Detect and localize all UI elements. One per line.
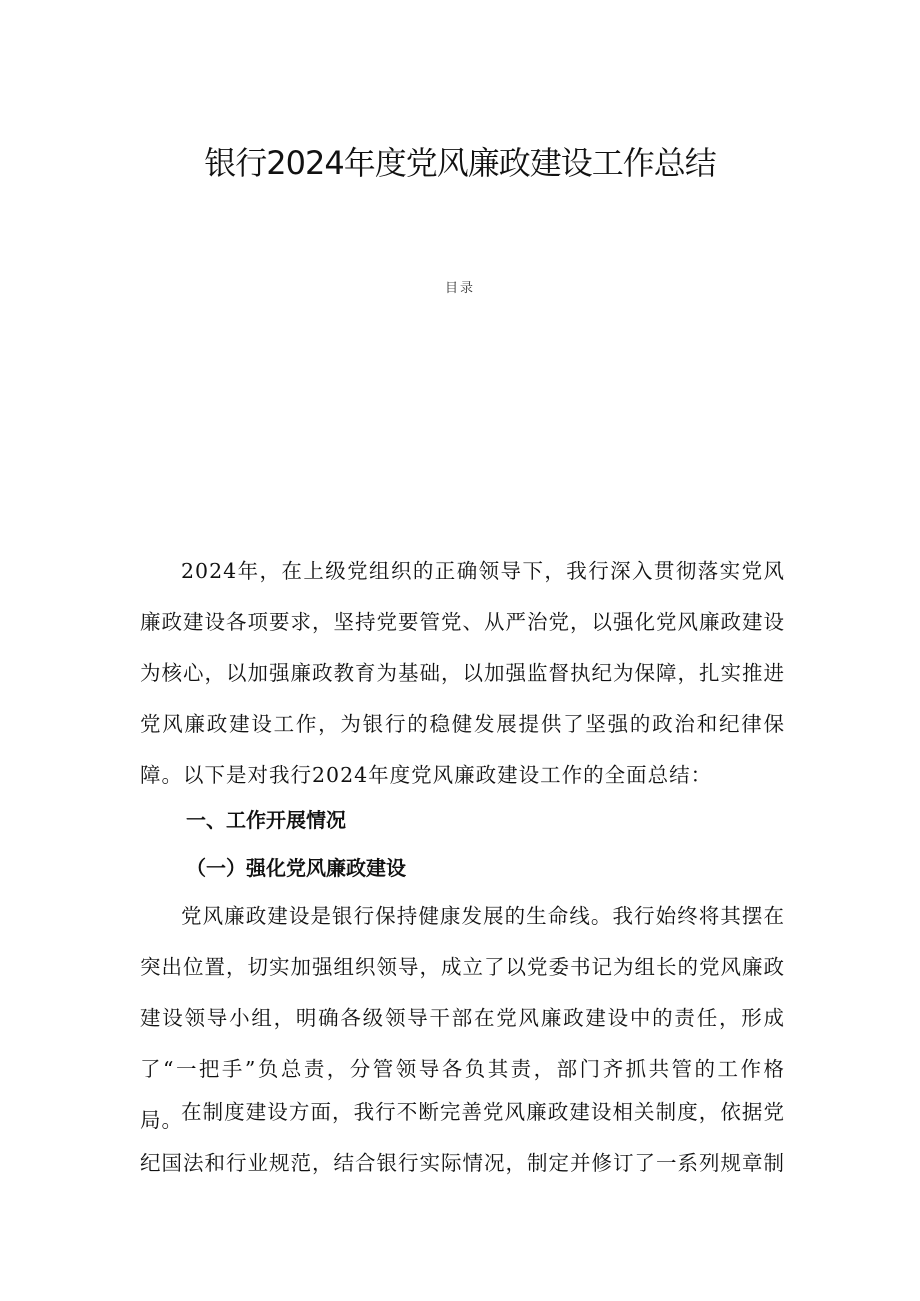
- body-paragraph: 在制度建设方面，我行不断完善党风廉政建设相关制度，依据党纪国法和行业规范，结合银行实际情况，制定并修订了一系列规章制: [140, 1100, 785, 1175]
- subsection-heading: （一）强化党风廉政建设: [186, 856, 406, 880]
- body-paragraph: 党风廉政建设是银行保持健康发展的生命线。我行始终将其摆在突出位置，切实加强组织领导，成立了以党委书记为组长的党风廉政建设领导小组，明确各级领导干部在党风廉政建设中的责任，形成了“一把手”负总责，分管领导各负其责，部门齐抓共管的工作格局。: [140, 904, 785, 1132]
- intro-paragraph: 2024年，在上级党组织的正确领导下，我行深入贯彻落实党风廉政建设各项要求，坚持党要管党、从严治党，以强化党风廉政建设为核心，以加强廉政教育为基础，以加强监督执纪为保障，扎实推进党风廉政建设工作，为银行的稳健发展提供了坚强的政治和纪律保障。以下是对我行2024年度党风廉政建设工作的全面总结：: [140, 559, 785, 787]
- toc-label: 目录: [444, 281, 475, 296]
- document-title: 银行2024年度党风廉政建设工作总结: [204, 144, 716, 182]
- section-heading: 一、工作开展情况: [186, 808, 346, 832]
